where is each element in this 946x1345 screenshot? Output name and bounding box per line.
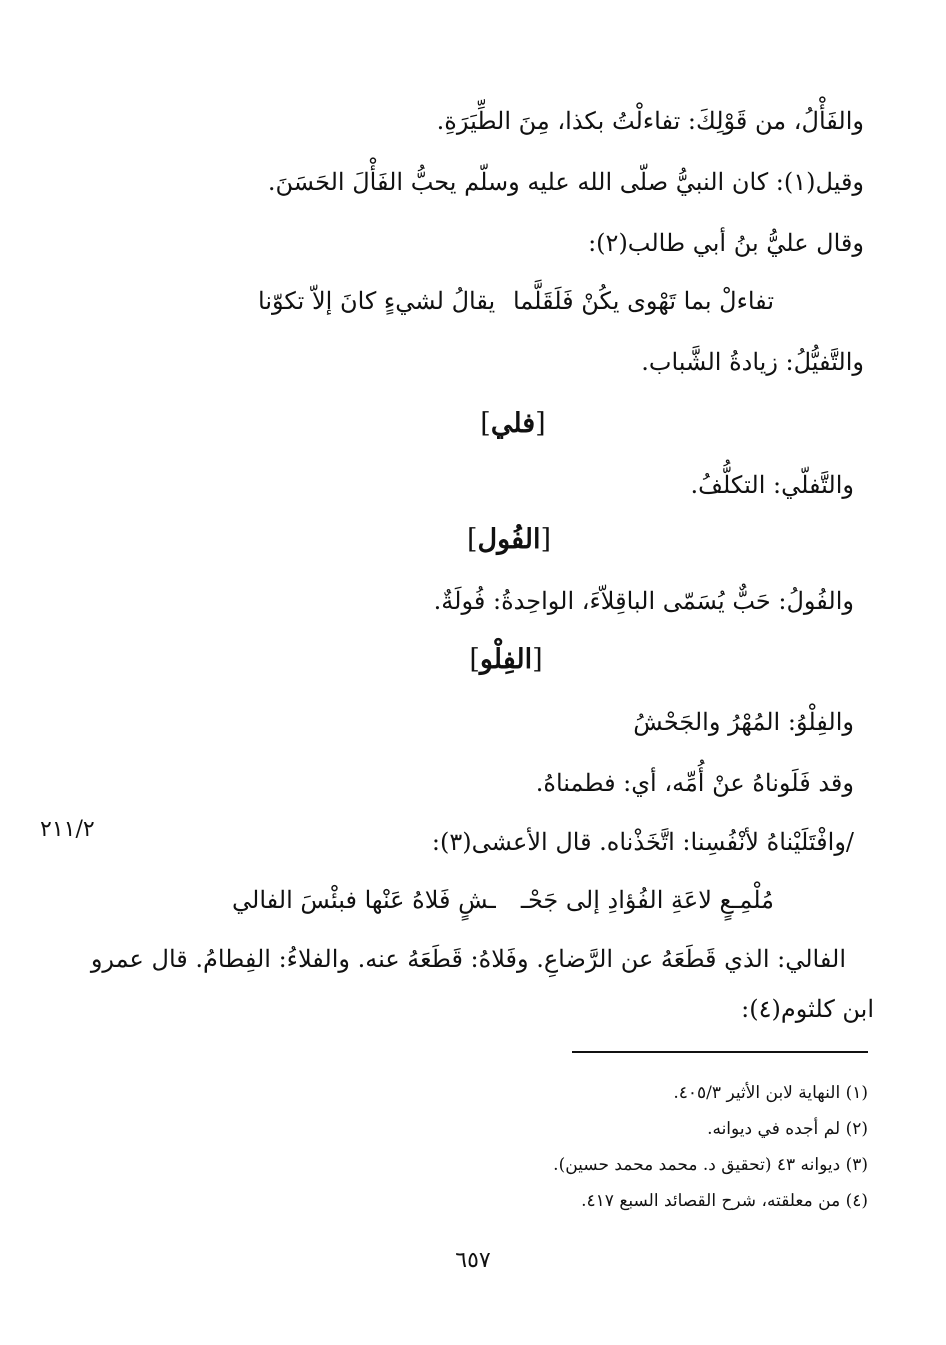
text-line-9: /وافْتَلَيْناهُ لأنْفُسِنا: اتَّخَذْناه. قال الأعشى(٣):	[431, 828, 854, 856]
text-line-3: وقال عليُّ بنُ أبي طالب(٢):	[588, 229, 864, 257]
text-line-4: والتَّفيُّلُ: زيادةُ الشَّباب.	[641, 348, 864, 376]
entry-heading-fly-text: فلي	[490, 408, 536, 439]
entry-heading-ful: [الفُول]	[466, 524, 552, 555]
text-line-11: ابن كلثوم(٤):	[741, 995, 874, 1023]
text-line-5: والتَّفلّي: التكلُّفُ.	[690, 471, 854, 499]
footnote-4: (٤) من معلقته، شرح القصائد السبع ٤١٧.	[581, 1191, 868, 1211]
footnote-2: (٢) لم أجده في ديوانه.	[707, 1119, 868, 1139]
entry-heading-ful-text: الفُول	[477, 524, 541, 555]
text-line-2: وقيل(١): كان النبيُّ صلّى الله عليه وسلّم يحبُّ الفَأْلَ الحَسَنَ.	[267, 168, 864, 196]
entry-heading-fly: [فلي]	[480, 408, 546, 439]
page-number: ٦٥٧	[455, 1248, 491, 1273]
verse-2-first-hemistich: مُلْمِـعٍ لاعَةِ الفُؤادِ إلى جَحْـ	[520, 886, 774, 914]
footnote-3: (٣) ديوانه ٤٣ (تحقيق د. محمد محمد حسين).	[553, 1155, 868, 1175]
entry-heading-filw: [الفِلْو]	[469, 644, 543, 675]
footnote-separator	[572, 1051, 868, 1053]
text-line-6: والفُولُ: حَبٌّ يُسَمّى الباقِلاّءَ، الواحِدةُ: فُولَةٌ.	[433, 587, 854, 615]
verse-1-first-hemistich: تفاءلْ بما تَهْوى يكُنْ فَلَقَلَّما	[512, 287, 774, 315]
footnote-1: (١) النهاية لابن الأثير ٤٠٥/٣.	[673, 1083, 868, 1103]
text-line-1: والفَأْلُ، من قَوْلِكَ: تفاءلْتُ بكذا، مِنَ الطِّيَرَةِ.	[436, 107, 864, 135]
text-line-7: والفِلْوُ: المُهْرُ والجَحْشُ	[633, 708, 854, 736]
text-line-8: وقد فَلَوناهُ عنْ أُمِّه، أي: فطمناهُ.	[535, 769, 854, 797]
verse-1-second-hemistich: يقالُ لشيءٍ كانَ إلاّ تكوّنا	[258, 287, 496, 315]
margin-reference: ٢١١/٢	[40, 817, 95, 842]
entry-heading-filw-text: الفِلْو	[479, 644, 533, 675]
verse-2-second-hemistich: ـشٍ فَلاهُ عَنْها فبئْسَ الفالي	[232, 886, 496, 914]
text-line-10: الفالي: الذي قَطَعَهُ عن الرَّضاعِ. وفَلاهُ: قَطَعَهُ عنه. والفلاءُ: الفِطامُ. قال عمرو	[90, 945, 846, 973]
